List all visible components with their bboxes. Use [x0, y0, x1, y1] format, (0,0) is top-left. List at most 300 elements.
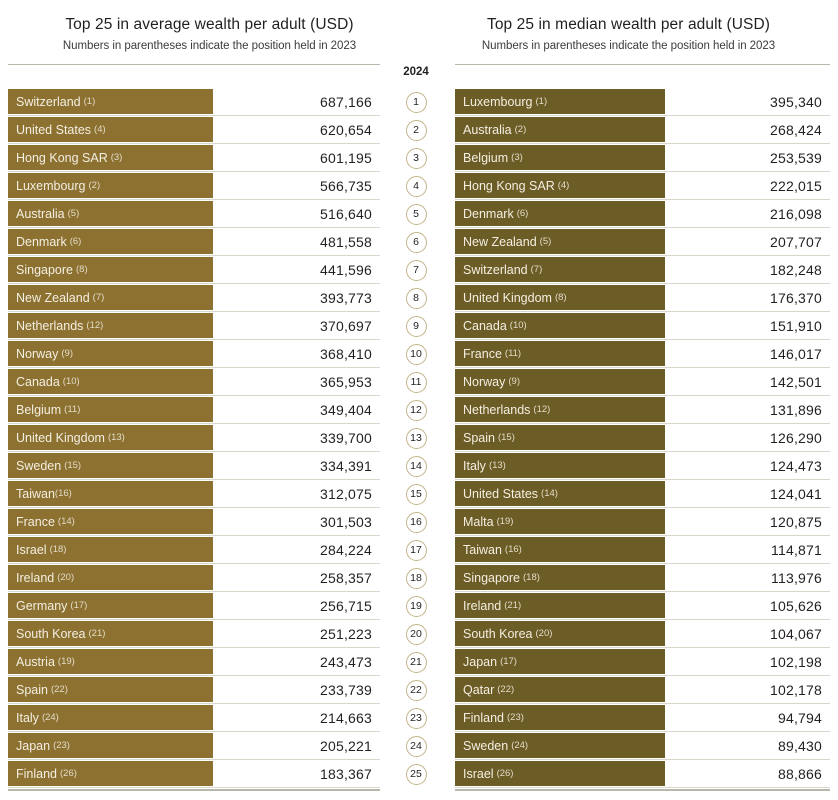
country-bar [455, 117, 665, 142]
previous-rank-label: (21) [504, 600, 522, 611]
previous-rank-label: (5) [67, 208, 80, 219]
wealth-value: 105,626 [769, 598, 822, 614]
rank-row [394, 340, 438, 368]
previous-rank-label: (6) [69, 236, 82, 247]
previous-rank-label: (12) [533, 404, 551, 415]
country-bar [455, 453, 665, 478]
country-bar [8, 313, 213, 338]
country-label: Netherlands [16, 318, 84, 333]
country-label: United Kingdom [16, 430, 105, 445]
previous-rank-label: (21) [88, 628, 106, 639]
previous-rank-label: (9) [508, 376, 520, 387]
country-label: Japan [16, 738, 51, 753]
country-label: Australia [16, 206, 65, 221]
wealth-value: 131,896 [769, 402, 822, 418]
country-label: France [463, 346, 502, 361]
previous-rank-label: (6) [516, 208, 529, 219]
rank-circle-icon: 25 [406, 764, 427, 785]
wealth-value: 176,370 [769, 290, 822, 306]
rank-circle-icon: 8 [406, 288, 427, 309]
country-bar [455, 621, 665, 646]
country-bar [8, 145, 213, 170]
previous-rank-label: (19) [496, 516, 514, 527]
table-row [455, 732, 830, 760]
left-panel-title: Top 25 in average wealth per adult (USD) [65, 16, 354, 33]
table-row [8, 312, 380, 340]
table-row [455, 116, 830, 144]
country-label: United Kingdom [463, 290, 552, 305]
table-row [455, 536, 830, 564]
previous-rank-label: (16) [504, 544, 522, 555]
table-row [8, 564, 380, 592]
wealth-value: 516,640 [319, 206, 372, 222]
year-column-label: 2024 [403, 66, 429, 78]
country-label: United States [16, 122, 92, 137]
table-row [455, 592, 830, 620]
country-label: Switzerland [463, 262, 528, 277]
table-row [8, 732, 380, 760]
table-row [455, 676, 830, 704]
right-panel-title: Top 25 in median wealth per adult (USD) [486, 16, 771, 33]
rank-circle-icon: 22 [406, 680, 427, 701]
country-label: Austria [16, 654, 55, 669]
table-row [8, 284, 380, 312]
country-label: Belgium [16, 402, 62, 417]
previous-rank-label: (16) [54, 488, 72, 499]
previous-rank-label: (23) [53, 740, 70, 751]
country-bar [455, 313, 665, 338]
country-bar [8, 705, 213, 730]
right-footer-divider [455, 789, 830, 791]
wealth-value: 216,098 [769, 206, 822, 222]
country-label: Belgium [463, 150, 509, 165]
country-bar [8, 621, 213, 646]
wealth-value: 395,340 [769, 94, 822, 110]
rank-row [394, 116, 438, 144]
country-label: Ireland [16, 570, 55, 585]
rank-row [394, 368, 438, 396]
country-label: South Korea [16, 626, 86, 641]
country-bar [455, 705, 665, 730]
table-row [455, 88, 830, 116]
country-label: Italy [16, 710, 39, 725]
rank-row [394, 424, 438, 452]
rank-circle-icon: 14 [406, 456, 427, 477]
rank-row [394, 564, 438, 592]
table-row [455, 228, 830, 256]
country-bar [455, 649, 665, 674]
country-bar [455, 565, 665, 590]
wealth-value: 339,700 [319, 430, 372, 446]
country-bar [455, 89, 665, 114]
country-bar [8, 201, 213, 226]
country-bar [455, 341, 665, 366]
country-bar [455, 593, 665, 618]
wealth-value: 207,707 [769, 234, 822, 250]
table-row [455, 452, 830, 480]
right-panel-subtitle: Numbers in parentheses indicate the position held in 2023 [481, 40, 776, 52]
wealth-value: 151,910 [769, 318, 822, 334]
country-label: United States [463, 486, 539, 501]
wealth-value: 368,410 [319, 346, 372, 362]
previous-rank-label: (10) [509, 320, 527, 331]
country-bar [8, 509, 213, 534]
left-panel-header [0, 0, 419, 52]
table-row [8, 368, 380, 396]
wealth-value: 89,430 [777, 738, 822, 754]
wealth-value: 222,015 [769, 178, 822, 194]
previous-rank-label: (14) [541, 488, 558, 499]
rank-circle-icon: 13 [406, 428, 427, 449]
wealth-value: 146,017 [769, 346, 822, 362]
table-row [455, 284, 830, 312]
table-row [8, 88, 380, 116]
table-row [455, 312, 830, 340]
previous-rank-label: (20) [535, 628, 553, 639]
wealth-value: 104,067 [769, 626, 822, 642]
rank-row [394, 648, 438, 676]
previous-rank-label: (4) [94, 124, 106, 135]
country-bar [455, 509, 665, 534]
table-row [455, 508, 830, 536]
previous-rank-label: (24) [511, 740, 529, 751]
previous-rank-label: (20) [57, 572, 75, 583]
rank-circle-icon: 16 [406, 512, 427, 533]
table-row [8, 760, 380, 788]
country-label: Norway [463, 374, 506, 389]
panel-headers [0, 0, 838, 66]
previous-rank-label: (15) [497, 432, 515, 443]
wealth-value: 256,715 [319, 598, 372, 614]
table-row [8, 592, 380, 620]
rank-row [394, 144, 438, 172]
country-label: Luxembourg [16, 178, 86, 193]
wealth-value: 441,596 [319, 262, 372, 278]
wealth-value: 253,539 [769, 150, 822, 166]
rank-circle-icon: 4 [406, 176, 427, 197]
rank-circle-icon: 7 [406, 260, 427, 281]
country-label: Taiwan [463, 542, 502, 557]
previous-rank-label: (26) [60, 768, 77, 779]
wealth-value: 142,501 [769, 374, 822, 390]
country-label: Singapore [463, 570, 520, 585]
table-row [455, 620, 830, 648]
rank-row [394, 732, 438, 760]
table-row [8, 256, 380, 284]
previous-rank-label: (17) [500, 656, 517, 667]
rank-row [394, 312, 438, 340]
country-label: Japan [463, 654, 498, 669]
left-header-divider [8, 64, 380, 65]
rank-circle-icon: 21 [406, 652, 427, 673]
table-row [8, 424, 380, 452]
wealth-value: 334,391 [319, 458, 372, 474]
wealth-value: 620,654 [319, 122, 372, 138]
rank-row [394, 228, 438, 256]
country-label: Netherlands [463, 402, 531, 417]
rank-circle-icon: 19 [406, 596, 427, 617]
country-label: France [16, 514, 55, 529]
right-header-divider [455, 64, 830, 65]
previous-rank-label: (24) [41, 712, 59, 723]
left-footer-divider [8, 789, 380, 791]
country-bar [8, 173, 213, 198]
wealth-value: 205,221 [319, 738, 372, 754]
previous-rank-label: (3) [511, 152, 523, 163]
country-bar [8, 733, 213, 758]
country-bar [8, 369, 213, 394]
previous-rank-label: (23) [507, 712, 524, 723]
rank-row [394, 760, 438, 788]
right-panel-header [419, 0, 838, 52]
rank-circle-icon: 2 [406, 120, 427, 141]
table-row [455, 396, 830, 424]
wealth-value: 284,224 [319, 542, 372, 558]
rank-row [394, 536, 438, 564]
previous-rank-label: (2) [88, 180, 101, 191]
previous-rank-label: (9) [61, 348, 73, 359]
country-label: Luxembourg [463, 94, 533, 109]
table-row [8, 676, 380, 704]
previous-rank-label: (17) [70, 600, 88, 611]
country-label: Taiwan [16, 486, 55, 501]
rank-row [394, 88, 438, 116]
country-bar [455, 257, 665, 282]
rank-row [394, 592, 438, 620]
previous-rank-label: (14) [57, 516, 75, 527]
previous-rank-label: (4) [557, 180, 570, 191]
table-row [455, 368, 830, 396]
country-bar [455, 229, 665, 254]
country-bar [455, 481, 665, 506]
wealth-value: 365,953 [319, 374, 372, 390]
wealth-value: 687,166 [319, 94, 372, 110]
rank-row [394, 508, 438, 536]
country-bar [8, 229, 213, 254]
previous-rank-label: (19) [57, 656, 75, 667]
country-label: Germany [16, 598, 68, 613]
previous-rank-label: (22) [50, 684, 68, 695]
country-bar [455, 425, 665, 450]
country-bar [8, 565, 213, 590]
country-label: Australia [463, 122, 512, 137]
wealth-value: 258,357 [319, 570, 372, 586]
country-label: Sweden [463, 738, 509, 753]
country-bar [455, 145, 665, 170]
previous-rank-label: (8) [76, 264, 88, 275]
rank-circle-icon: 15 [406, 484, 427, 505]
wealth-value: 312,075 [319, 486, 372, 502]
rank-circle-icon: 10 [406, 344, 427, 365]
rank-row [394, 172, 438, 200]
rank-circle-icon: 18 [406, 568, 427, 589]
wealth-value: 349,404 [319, 402, 372, 418]
rank-row [394, 284, 438, 312]
country-label: New Zealand [463, 234, 537, 249]
country-bar [455, 761, 665, 786]
country-label: Israel [16, 542, 47, 557]
wealth-value: 124,041 [769, 486, 822, 502]
country-label: Canada [463, 318, 507, 333]
wealth-value: 233,739 [319, 682, 372, 698]
wealth-value: 114,871 [771, 542, 822, 558]
table-row [8, 452, 380, 480]
table-row [455, 200, 830, 228]
wealth-value: 102,178 [769, 682, 822, 698]
rank-circle-icon: 5 [406, 204, 427, 225]
rank-circle-icon: 11 [406, 372, 427, 393]
country-bar [8, 593, 213, 618]
rank-circle-icon: 12 [406, 400, 427, 421]
table-row [455, 340, 830, 368]
country-bar [8, 397, 213, 422]
previous-rank-label: (10) [62, 376, 80, 387]
table-row [455, 648, 830, 676]
country-label: Denmark [463, 206, 514, 221]
table-row [455, 564, 830, 592]
table-row [8, 648, 380, 676]
rank-circle-icon: 6 [406, 232, 427, 253]
rank-circle-icon: 24 [406, 736, 427, 757]
wealth-value: 182,248 [769, 262, 822, 278]
country-label: South Korea [463, 626, 533, 641]
previous-rank-label: (1) [535, 96, 548, 107]
previous-rank-label: (13) [107, 432, 125, 443]
rank-row [394, 256, 438, 284]
country-label: Spain [463, 430, 495, 445]
previous-rank-label: (5) [539, 236, 552, 247]
country-bar [455, 733, 665, 758]
wealth-value: 393,773 [319, 290, 372, 306]
previous-rank-label: (2) [514, 124, 527, 135]
rank-row [394, 620, 438, 648]
rank-circle-icon: 17 [406, 540, 427, 561]
country-bar [8, 425, 213, 450]
rank-row [394, 200, 438, 228]
previous-rank-label: (1) [83, 96, 96, 107]
table-row [8, 200, 380, 228]
table-row [455, 256, 830, 284]
country-bar [8, 89, 213, 114]
average-wealth-table [8, 88, 380, 788]
wealth-value: 94,794 [777, 710, 822, 726]
table-row [455, 704, 830, 732]
wealth-value: 102,198 [769, 654, 822, 670]
country-label: Israel [463, 766, 494, 781]
country-bar [455, 285, 665, 310]
previous-rank-label: (7) [530, 264, 543, 275]
country-bar [8, 537, 213, 562]
previous-rank-label: (26) [496, 768, 514, 779]
table-row [8, 396, 380, 424]
table-row [8, 228, 380, 256]
wealth-value: 370,697 [319, 318, 372, 334]
wealth-value: 214,663 [319, 710, 372, 726]
table-row [455, 144, 830, 172]
median-wealth-table [455, 88, 830, 788]
wealth-value: 251,223 [319, 626, 372, 642]
country-label: Finland [463, 710, 504, 725]
country-bar [8, 481, 213, 506]
table-row [8, 704, 380, 732]
wealth-value: 301,503 [319, 514, 372, 530]
country-bar [8, 649, 213, 674]
table-row [8, 508, 380, 536]
rank-row [394, 452, 438, 480]
table-row [455, 172, 830, 200]
previous-rank-label: (13) [488, 460, 506, 471]
table-row [8, 144, 380, 172]
country-label: Sweden [16, 458, 62, 473]
country-bar [455, 537, 665, 562]
country-label: Norway [16, 346, 59, 361]
rank-row [394, 704, 438, 732]
country-bar [8, 761, 213, 786]
country-label: Finland [16, 766, 57, 781]
country-label: Ireland [463, 598, 502, 613]
table-row [455, 480, 830, 508]
country-label: Switzerland [16, 94, 81, 109]
rank-column [394, 88, 438, 788]
previous-rank-label: (11) [64, 404, 81, 415]
country-bar [8, 117, 213, 142]
country-label: Spain [16, 682, 48, 697]
table-row [8, 620, 380, 648]
country-bar [8, 257, 213, 282]
country-bar [455, 173, 665, 198]
wealth-value: 88,866 [777, 766, 822, 782]
country-bar [8, 677, 213, 702]
country-bar [455, 677, 665, 702]
table-row [455, 760, 830, 788]
previous-rank-label: (18) [49, 544, 67, 555]
country-label: Singapore [16, 262, 73, 277]
table-row [8, 340, 380, 368]
left-panel-subtitle: Numbers in parentheses indicate the position held in 2023 [62, 40, 357, 52]
wealth-value: 120,875 [769, 514, 822, 530]
wealth-value: 268,424 [769, 122, 822, 138]
rank-row [394, 396, 438, 424]
rank-circle-icon: 9 [406, 316, 427, 337]
table-row [8, 172, 380, 200]
country-bar [8, 453, 213, 478]
country-label: Hong Kong SAR [463, 178, 555, 193]
country-label: New Zealand [16, 290, 90, 305]
rank-circle-icon: 3 [406, 148, 427, 169]
table-row [8, 116, 380, 144]
rank-row [394, 676, 438, 704]
rank-circle-icon: 20 [406, 624, 427, 645]
wealth-value: 183,367 [319, 766, 372, 782]
country-label: Canada [16, 374, 60, 389]
table-row [8, 480, 380, 508]
rank-circle-icon: 23 [406, 708, 427, 729]
previous-rank-label: (22) [497, 684, 515, 695]
wealth-value: 566,735 [319, 178, 372, 194]
previous-rank-label: (15) [64, 460, 82, 471]
country-label: Hong Kong SAR [16, 150, 108, 165]
previous-rank-label: (12) [86, 320, 104, 331]
country-label: Malta [463, 514, 494, 529]
table-row [455, 424, 830, 452]
country-label: Denmark [16, 234, 67, 249]
rank-circle-icon: 1 [406, 92, 427, 113]
wealth-value: 126,290 [769, 430, 822, 446]
country-bar [455, 201, 665, 226]
country-bar [455, 397, 665, 422]
previous-rank-label: (11) [504, 348, 522, 359]
wealth-value: 243,473 [319, 654, 372, 670]
